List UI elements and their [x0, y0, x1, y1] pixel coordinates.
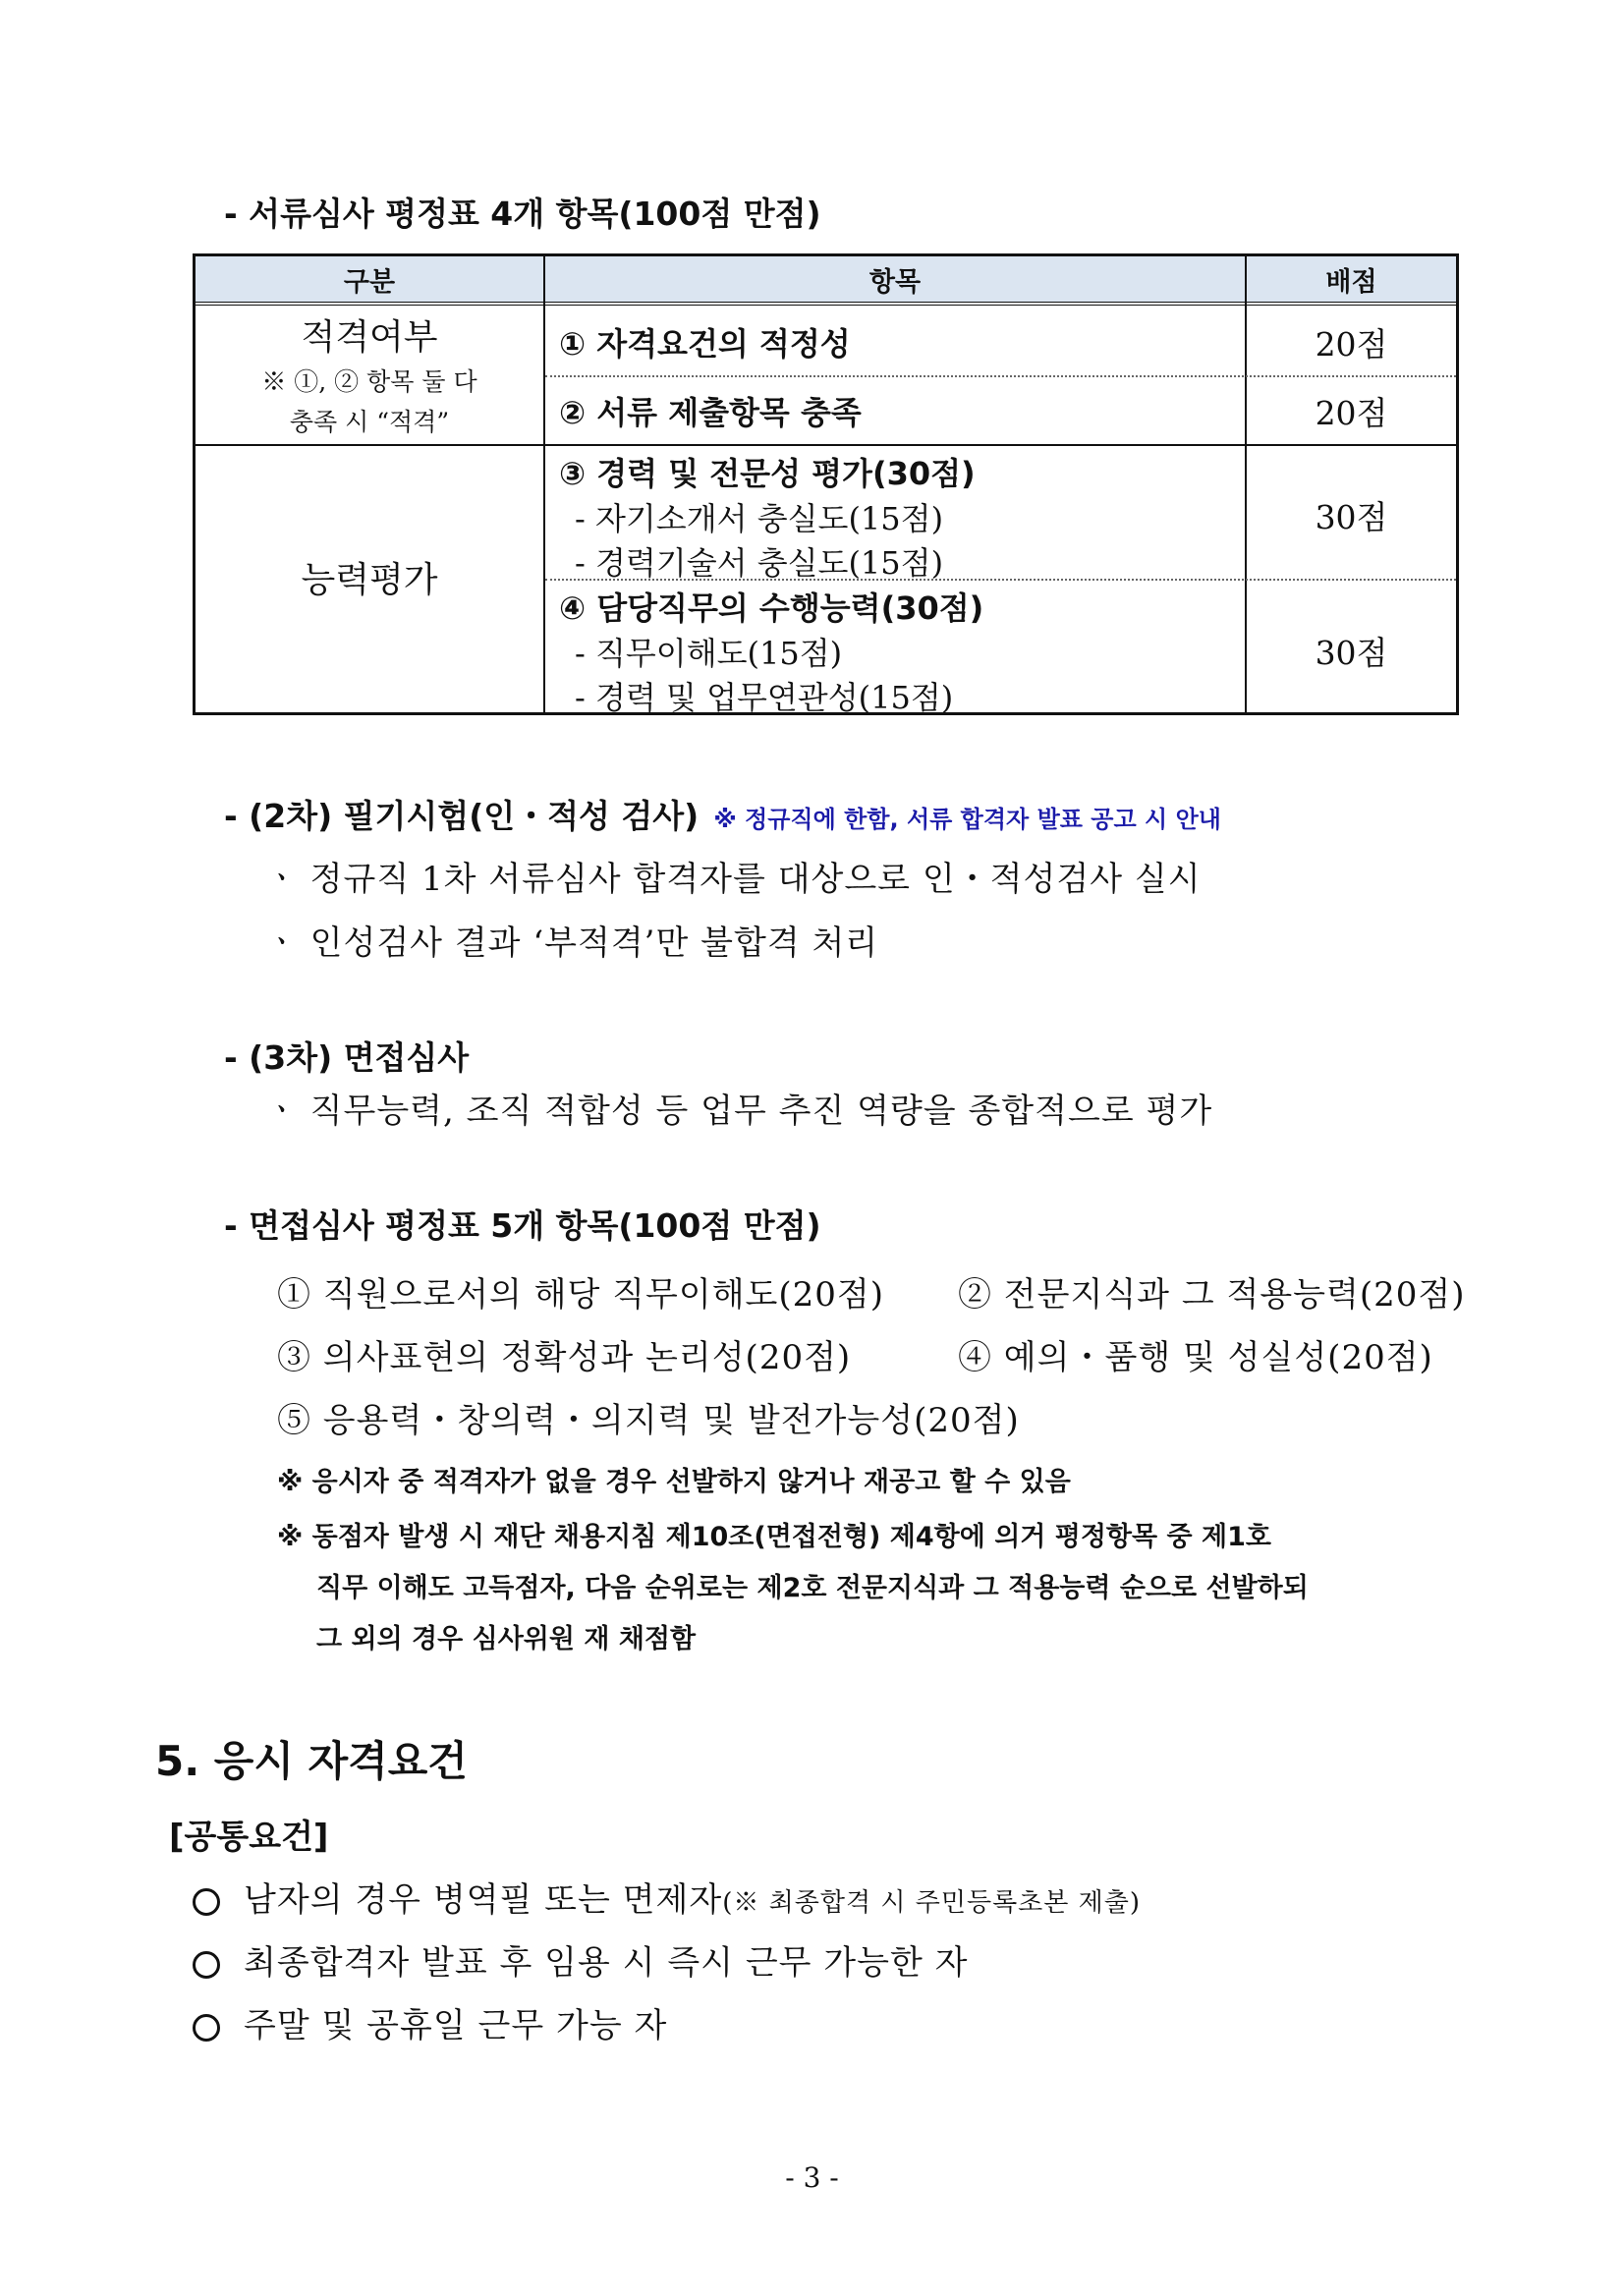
- row-divider-solid: [196, 444, 1456, 446]
- category-eligibility-note-2: 충족 시 “적격”: [289, 408, 450, 436]
- row-divider-dotted-1: [545, 375, 1456, 377]
- category-eligibility-label: 적격여부: [301, 317, 438, 358]
- written-bullet-1: ㆍ 정규직 1차 서류심사 합격자를 대상으로 인・적성검사 실시: [265, 860, 1202, 899]
- requirement-2-text: 최종합격자 발표 후 임용 시 즉시 근무 가능한 자: [244, 1943, 969, 1983]
- interview-bullet: ㆍ 직무능력, 조직 적합성 등 업무 추진 역량을 종합적으로 평가: [265, 1092, 1213, 1131]
- written-test-note: ※ 정규직에 한함, 서류 합격자 발표 공고 시 안내: [713, 806, 1221, 833]
- interview-heading: - (3차) 면접심사: [224, 1038, 470, 1077]
- item-4-sub-2: - 경력 및 업무연관성(15점): [575, 679, 954, 716]
- item-4-label: ④ 담당직무의 수행능력(30점): [559, 589, 984, 627]
- interview-note-2-line-3: 그 외의 경우 심사위원 재 채점함: [316, 1624, 697, 1654]
- interview-item-5: ⑤ 응용력・창의력・의지력 및 발전가능성(20점): [277, 1401, 1020, 1440]
- interview-item-4: ④ 예의・품행 및 성실성(20점): [958, 1338, 1433, 1377]
- item-1-label: ① 자격요건의 적정성: [559, 325, 851, 363]
- item-3-score: 30점: [1315, 498, 1388, 536]
- item-3-label: ③ 경력 및 전문성 평가(30점): [559, 455, 976, 492]
- interview-table-title: - 면접심사 평정표 5개 항목(100점 만점): [224, 1206, 821, 1245]
- common-requirements-heading: [공통요건]: [169, 1818, 329, 1857]
- item-1-score: 20점: [1315, 325, 1388, 364]
- written-test-heading: [224, 791, 1221, 837]
- written-bullet-2: ㆍ 인성검사 결과 ‘부적격’만 불합격 처리: [265, 924, 879, 963]
- requirement-1: [193, 1873, 1141, 1921]
- category-ability: 능력평가: [301, 560, 438, 600]
- requirement-1-text: 남자의 경우 병역필 또는 면제자: [244, 1880, 723, 1920]
- item-4-sub-1: - 직무이해도(15점): [575, 635, 843, 672]
- circle-bullet-icon: [193, 1888, 220, 1916]
- interview-note-2-line-2: 직무 이해도 고득점자, 다음 순위로는 제2호 전문지식과 그 적용능력 순으로 선발하되: [316, 1573, 1309, 1603]
- item-2-score: 20점: [1315, 394, 1388, 432]
- interview-note-2-line-1: ※ 동점자 발생 시 재단 채용지침 제10조(면접전형) 제4항에 의거 평정항목 중 제1호: [277, 1522, 1271, 1552]
- item-2-label: ② 서류 제출항목 충족: [559, 394, 862, 431]
- item-3-sub-2: - 경력기술서 충실도(15점): [575, 544, 944, 582]
- header-item: 항목: [545, 256, 1245, 302]
- requirement-3-text: 주말 및 공휴일 근무 가능 자: [244, 2006, 668, 2045]
- col-divider-1: [543, 256, 545, 712]
- header-category: 구분: [196, 256, 543, 302]
- item-4-score: 30점: [1315, 634, 1388, 672]
- circle-bullet-icon: [193, 1951, 220, 1979]
- document-table-title: - 서류심사 평정표 4개 항목(100점 만점): [224, 195, 821, 233]
- written-test-title: - (2차) 필기시험(인・적성 검사): [224, 797, 700, 835]
- requirement-3: [193, 1998, 667, 2046]
- header-score: 배점: [1247, 256, 1456, 302]
- interview-note-1: ※ 응시자 중 적격자가 없을 경우 선발하지 않거나 재공고 할 수 있음: [277, 1467, 1071, 1497]
- circle-bullet-icon: [193, 2014, 220, 2042]
- requirement-2: [193, 1935, 969, 1984]
- interview-item-1: ① 직원으로서의 해당 직무이해도(20점): [277, 1275, 885, 1315]
- category-eligibility-note-1: ※ ①, ② 항목 둘 다: [261, 367, 477, 396]
- page-number: - 3 -: [785, 2161, 839, 2194]
- document-screening-table: [193, 253, 1459, 715]
- category-eligibility: [196, 306, 543, 444]
- requirement-1-note: (※ 최종합격 시 주민등록초본 제출): [722, 1888, 1142, 1918]
- item-3-sub-1: - 자기소개서 충실도(15점): [575, 500, 944, 537]
- section-5-heading: 5. 응시 자격요건: [155, 1737, 468, 1785]
- interview-item-3: ③ 의사표현의 정확성과 논리성(20점): [277, 1338, 852, 1377]
- interview-item-2: ② 전문지식과 그 적용능력(20점): [958, 1275, 1466, 1315]
